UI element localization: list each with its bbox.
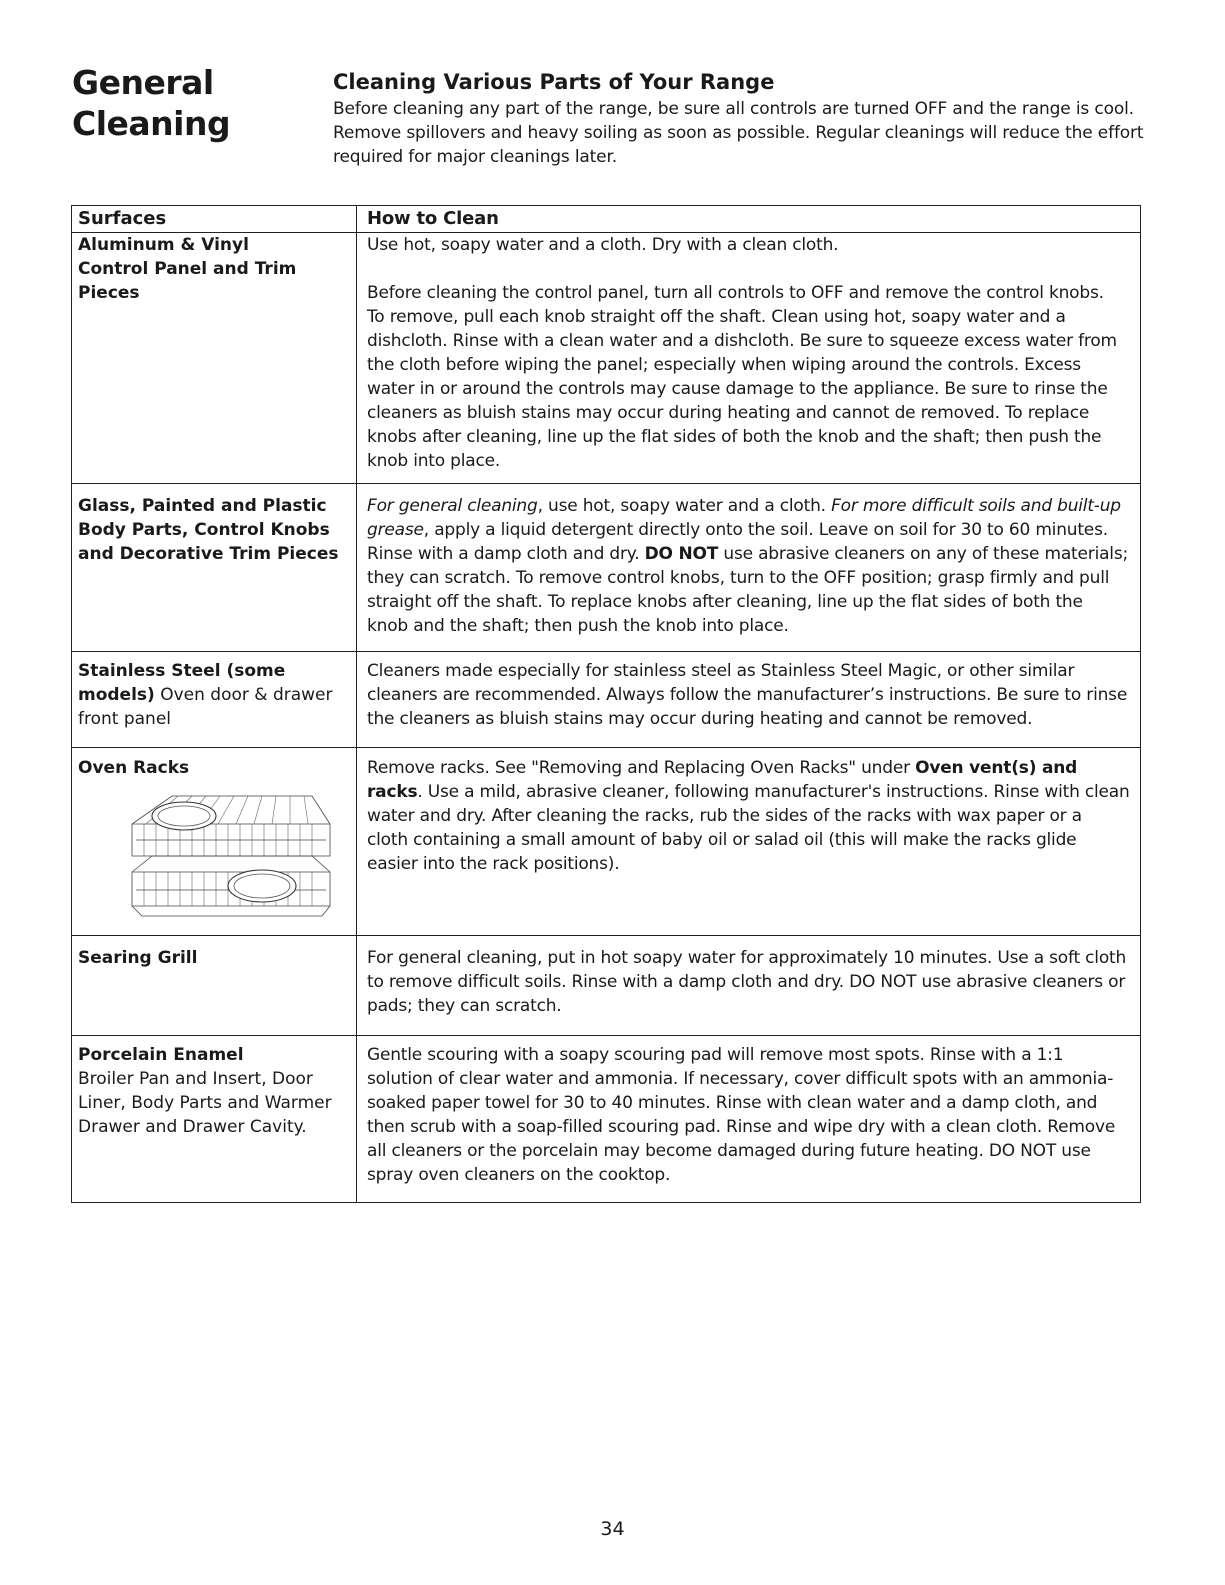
instruction-line: dishcloth. Rinse with a clean water and a dishcloth. Be sure to squeeze excess water from (367, 331, 1117, 351)
instruction-line: to remove difficult soils. Rinse with a damp cloth and dry. DO NOT use abrasive cleaners or (367, 972, 1126, 992)
instruction-line: cleaners are recommended. Always follow the manufacturer’s instructions. Be sure to rinse (367, 685, 1128, 705)
instruction-line: knobs after cleaning, line up the flat sides of both the knob and the shaft; then push the (367, 427, 1102, 447)
surface-cell (72, 748, 357, 935)
surface-label: Liner, Body Parts and Warmer (78, 1093, 332, 1113)
surface-label: Porcelain Enamel (78, 1045, 244, 1065)
instruction-line: knob and the shaft; then push the knob into place. (367, 616, 789, 636)
instruction-line: spray oven cleaners on the cooktop. (367, 1165, 671, 1185)
how-to-clean-cell (357, 748, 1140, 935)
table-row (72, 483, 1140, 651)
instruction-line: pads; they can scratch. (367, 996, 562, 1016)
surface-label: Pieces (78, 283, 140, 303)
instruction-line: cleaners as bluish stains may occur during heating and cannot de removed. To replace (367, 403, 1090, 423)
oven-racks-illustration (112, 794, 334, 924)
intro-line: required for major cleanings later. (333, 147, 618, 167)
section-title-line1: General (72, 63, 214, 102)
surface-cell (72, 652, 357, 747)
table-row (72, 232, 1140, 483)
instruction-line: soaked paper towel for 30 to 40 minutes. Rinse with clean water and a damp cloth, and (367, 1093, 1098, 1113)
header-how-to-clean: How to Clean (367, 208, 499, 229)
intro-heading: Cleaning Various Parts of Your Range (333, 70, 775, 94)
intro-line: Remove spillovers and heavy soiling as soon as possible. Regular cleanings will reduce the effort (333, 123, 1144, 143)
instruction-line: For general cleaning, put in hot soapy water for approximately 10 minutes. Use a soft cloth (367, 948, 1127, 968)
instruction-line: Rinse with a damp cloth and dry. DO NOT use abrasive cleaners on any of these materials; (367, 544, 1129, 564)
instruction-line: Use hot, soapy water and a cloth. Dry with a clean cloth. (367, 235, 839, 255)
section-title (72, 62, 312, 144)
surface-cell (72, 1036, 357, 1202)
intro-block (333, 68, 1148, 169)
surface-cell (72, 233, 357, 483)
instruction-line: all cleaners or the porcelain may become damaged during future heating. DO NOT use (367, 1141, 1091, 1161)
surface-label: front panel (78, 709, 172, 729)
surface-label: Control Panel and Trim (78, 259, 297, 279)
surface-label: and Decorative Trim Pieces (78, 544, 339, 564)
surface-cell (72, 936, 357, 1035)
instruction-line: solution of clear water and ammonia. If necessary, cover difficult spots with an ammonia- (367, 1069, 1114, 1089)
instruction-line: easier into the rack positions). (367, 854, 620, 874)
instruction-line: Cleaners made especially for stainless steel as Stainless Steel Magic, or other similar (367, 661, 1075, 681)
table-row (72, 1035, 1140, 1202)
section-title-line2: Cleaning (72, 104, 231, 143)
instruction-line: Before cleaning the control panel, turn all controls to OFF and remove the control knobs. (367, 283, 1104, 303)
instruction-line: Gentle scouring with a soapy scouring pad will remove most spots. Rinse with a 1:1 (367, 1045, 1064, 1065)
surface-label: Glass, Painted and Plastic (78, 496, 327, 516)
instruction-line: Remove racks. See "Removing and Replacing Oven Racks" under Oven vent(s) and (367, 758, 1078, 778)
intro-paragraph (333, 97, 1148, 169)
how-to-clean-cell (357, 652, 1140, 747)
instruction-line: grease, apply a liquid detergent directly onto the soil. Leave on soil for 30 to 60 minutes. (367, 520, 1108, 540)
instruction-line: straight off the shaft. To replace knobs after cleaning, line up the flat sides of both the (367, 592, 1083, 612)
surface-label: Broiler Pan and Insert, Door (78, 1069, 313, 1089)
surface-label: Searing Grill (78, 948, 198, 968)
how-to-clean-cell (357, 484, 1140, 651)
instruction-line: the cloth before wiping the panel; especially when wiping around the controls. Excess (367, 355, 1081, 375)
table-row (72, 651, 1140, 747)
instruction-line: For general cleaning, use hot, soapy water and a cloth. For more difficult soils and built-up (367, 496, 1121, 516)
surface-label: models) Oven door & drawer (78, 685, 333, 705)
instruction-line: water in or around the controls may cause damage to the appliance. Be sure to rinse the (367, 379, 1108, 399)
instruction-line: To remove, pull each knob straight off the shaft. Clean using hot, soapy water and a (367, 307, 1066, 327)
how-to-clean-cell (357, 1036, 1140, 1202)
surface-label: Stainless Steel (some (78, 661, 286, 681)
table-row (72, 747, 1140, 935)
instruction-line: knob into place. (367, 451, 501, 471)
surface-label: Oven Racks (78, 758, 190, 778)
surface-label: Body Parts, Control Knobs (78, 520, 330, 540)
page-number: 34 (600, 1518, 625, 1540)
table-header-row (72, 206, 1140, 232)
instruction-line: they can scratch. To remove control knobs, turn to the OFF position; grasp firmly and pull (367, 568, 1110, 588)
instruction-line: the cleaners as bluish stains may occur during heating and cannot be removed. (367, 709, 1033, 729)
instruction-line: racks. Use a mild, abrasive cleaner, following manufacturer's instructions. Rinse with clean (367, 782, 1130, 802)
instruction-line: water and dry. After cleaning the racks, rub the sides of the racks with wax paper or a (367, 806, 1082, 826)
surface-label: Drawer and Drawer Cavity. (78, 1117, 307, 1137)
cleaning-table (71, 205, 1141, 1203)
table-row (72, 935, 1140, 1035)
how-to-clean-cell (357, 936, 1140, 1035)
surface-cell (72, 484, 357, 651)
surface-label: Aluminum & Vinyl (78, 235, 249, 255)
header-surfaces: Surfaces (72, 206, 357, 232)
intro-line: Before cleaning any part of the range, be sure all controls are turned OFF and the range is cool. (333, 99, 1134, 119)
instruction-line: then scrub with a soap-filled scouring pad. Rinse and wipe dry with a clean cloth. Remove (367, 1117, 1116, 1137)
how-to-clean-cell (357, 233, 1140, 483)
instruction-line: cloth containing a small amount of baby oil or salad oil (this will make the racks glide (367, 830, 1077, 850)
